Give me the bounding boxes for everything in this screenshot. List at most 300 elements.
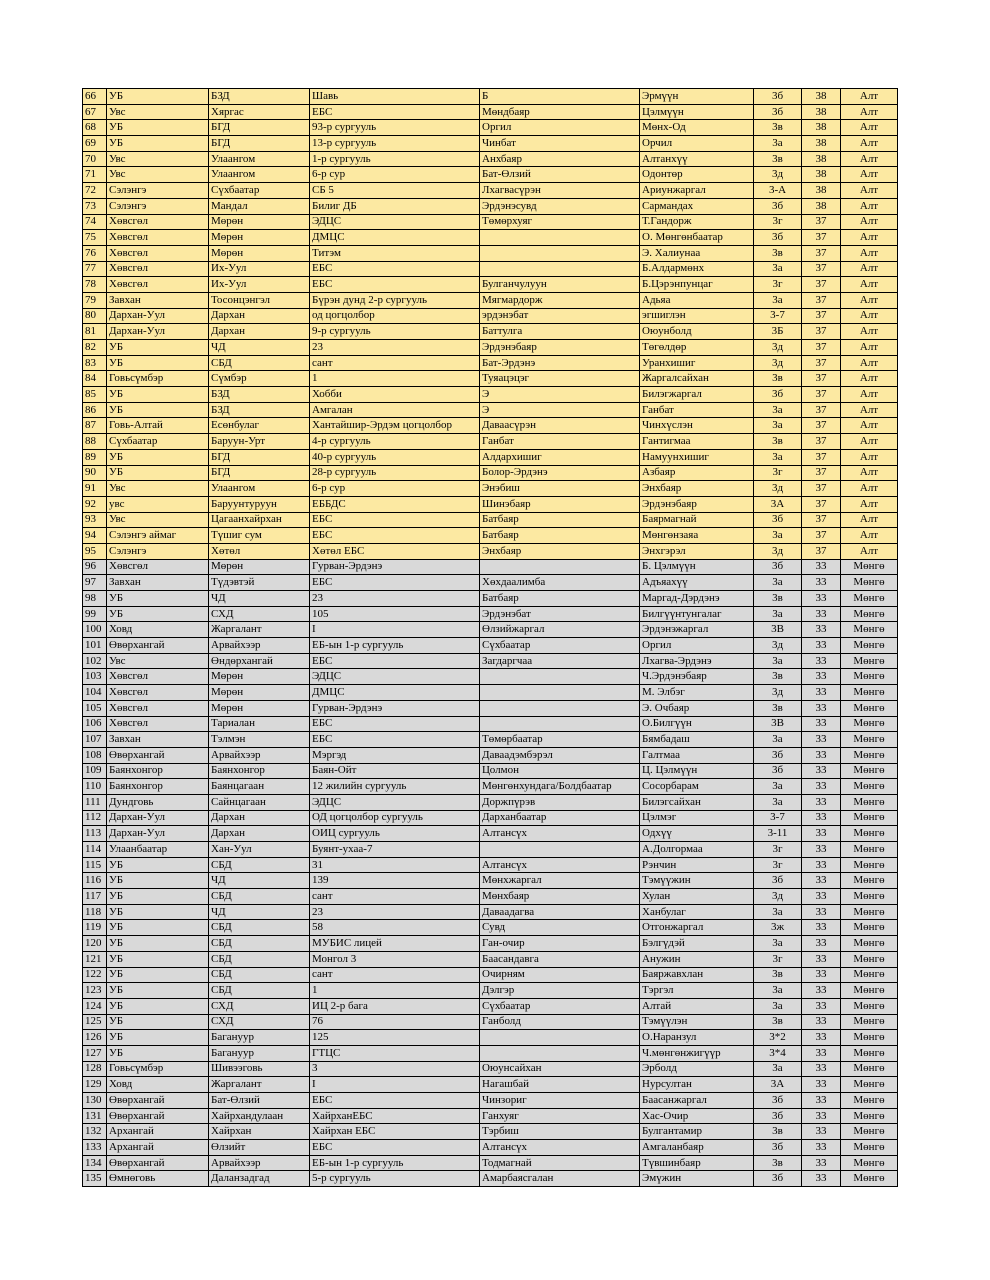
school-cell: 28-р сургууль — [310, 465, 480, 481]
class-cell: 3д — [754, 543, 802, 559]
class-cell: 3а — [754, 292, 802, 308]
district-cell: СБД — [209, 889, 310, 905]
district-cell: Багануур — [209, 1030, 310, 1046]
medal-cell: Мөнгө — [841, 1030, 898, 1046]
table-row — [83, 167, 898, 183]
student-name-cell: Намуунхишиг — [640, 449, 754, 465]
medal-cell: Алт — [841, 261, 898, 277]
district-cell: Тариалан — [209, 716, 310, 732]
medal-cell: Алт — [841, 402, 898, 418]
district-cell: Сайнцагаан — [209, 794, 310, 810]
row-number: 66 — [83, 89, 107, 105]
district-cell: Дархан — [209, 826, 310, 842]
province-cell: УБ — [107, 120, 209, 136]
score-cell: 37 — [802, 402, 841, 418]
province-cell: Сүхбаатар — [107, 434, 209, 450]
table-row — [83, 857, 898, 873]
student-name-cell: Э. Очбаяр — [640, 700, 754, 716]
table-row — [83, 606, 898, 622]
province-cell: Сэлэнгэ — [107, 198, 209, 214]
table-row — [83, 873, 898, 889]
medal-cell: Мөнгө — [841, 857, 898, 873]
school-cell: Хантайшир-Эрдэм цогцолбор — [310, 418, 480, 434]
province-cell: УБ — [107, 873, 209, 889]
teacher-cell — [480, 700, 640, 716]
student-name-cell: Азбаяр — [640, 465, 754, 481]
row-number: 72 — [83, 183, 107, 199]
student-name-cell: Цэлмэг — [640, 810, 754, 826]
district-cell: Тосонцэнгэл — [209, 292, 310, 308]
teacher-cell: Лхагвасүрэн — [480, 183, 640, 199]
student-name-cell: Уранхишиг — [640, 355, 754, 371]
class-cell: 3в — [754, 591, 802, 607]
teacher-cell: Эрдэнэбат — [480, 606, 640, 622]
school-cell: 1-р сургууль — [310, 151, 480, 167]
medal-cell: Мөнгө — [841, 904, 898, 920]
table-row — [83, 638, 898, 654]
district-cell: Баруунтуруун — [209, 496, 310, 512]
student-name-cell: Адьяа — [640, 292, 754, 308]
class-cell: 3г — [754, 857, 802, 873]
student-name-cell: Төгөлдөр — [640, 340, 754, 356]
table-row — [83, 810, 898, 826]
province-cell: Өвөрхангай — [107, 747, 209, 763]
student-name-cell: Мөнгөнзаяа — [640, 528, 754, 544]
table-row — [83, 1093, 898, 1109]
student-name-cell: Б.Цэрэнпунцаг — [640, 277, 754, 293]
score-cell: 33 — [802, 685, 841, 701]
table-row — [83, 371, 898, 387]
class-cell: 3а — [754, 575, 802, 591]
province-cell: Өвөрхангай — [107, 1155, 209, 1171]
medal-cell: Мөнгө — [841, 685, 898, 701]
district-cell: Улаангом — [209, 151, 310, 167]
table-row — [83, 214, 898, 230]
medal-cell: Мөнгө — [841, 1045, 898, 1061]
class-cell: 3а — [754, 983, 802, 999]
teacher-cell: Дарханбаатар — [480, 810, 640, 826]
province-cell: Дундговь — [107, 794, 209, 810]
school-cell: 93-р сургууль — [310, 120, 480, 136]
district-cell: Мөрөн — [209, 669, 310, 685]
teacher-cell: Туяацэцэг — [480, 371, 640, 387]
province-cell: Хөвсгөл — [107, 245, 209, 261]
medal-cell: Мөнгө — [841, 606, 898, 622]
medal-cell: Мөнгө — [841, 591, 898, 607]
district-cell: СБД — [209, 967, 310, 983]
province-cell: УБ — [107, 904, 209, 920]
teacher-cell — [480, 1030, 640, 1046]
row-number: 69 — [83, 136, 107, 152]
school-cell: ДМЦС — [310, 685, 480, 701]
school-cell: ЕБС — [310, 716, 480, 732]
school-cell: ЭДЦС — [310, 794, 480, 810]
medal-cell: Мөнгө — [841, 920, 898, 936]
table-row — [83, 747, 898, 763]
table-row — [83, 1140, 898, 1156]
district-cell: Мөрөн — [209, 685, 310, 701]
teacher-cell: Төмөрбаатар — [480, 732, 640, 748]
district-cell: Дархан — [209, 324, 310, 340]
province-cell: Архангай — [107, 1140, 209, 1156]
score-cell: 37 — [802, 387, 841, 403]
row-number: 86 — [83, 402, 107, 418]
school-cell: Хөтөл ЕБС — [310, 543, 480, 559]
score-cell: 33 — [802, 967, 841, 983]
row-number: 91 — [83, 481, 107, 497]
school-cell: ЕБС — [310, 653, 480, 669]
school-cell: 6-р сур — [310, 481, 480, 497]
district-cell: БГД — [209, 465, 310, 481]
teacher-cell: Мөнхжаргал — [480, 873, 640, 889]
row-number: 109 — [83, 763, 107, 779]
teacher-cell: Ганболд — [480, 1014, 640, 1030]
student-name-cell: Гантигмаа — [640, 434, 754, 450]
student-name-cell: Ханбулаг — [640, 904, 754, 920]
province-cell: УБ — [107, 340, 209, 356]
teacher-cell: Даваасүрэн — [480, 418, 640, 434]
province-cell: Улаанбаатар — [107, 842, 209, 858]
school-cell: 13-р сургууль — [310, 136, 480, 152]
table-row — [83, 1124, 898, 1140]
score-cell: 37 — [802, 465, 841, 481]
teacher-cell: Загдаргчаа — [480, 653, 640, 669]
province-cell: УБ — [107, 1045, 209, 1061]
row-number: 108 — [83, 747, 107, 763]
medal-cell: Алт — [841, 449, 898, 465]
row-number: 115 — [83, 857, 107, 873]
score-cell: 33 — [802, 700, 841, 716]
student-name-cell: Ч.мөнгөнжигүүр — [640, 1045, 754, 1061]
score-cell: 33 — [802, 857, 841, 873]
district-cell: Тэлмэн — [209, 732, 310, 748]
school-cell: 76 — [310, 1014, 480, 1030]
district-cell: Багануур — [209, 1045, 310, 1061]
row-number: 116 — [83, 873, 107, 889]
medal-cell: Мөнгө — [841, 810, 898, 826]
school-cell: Монгол 3 — [310, 951, 480, 967]
teacher-cell: Очирням — [480, 967, 640, 983]
district-cell: СБД — [209, 983, 310, 999]
medal-cell: Алт — [841, 89, 898, 105]
table-row — [83, 559, 898, 575]
score-cell: 38 — [802, 120, 841, 136]
province-cell: Сэлэнгэ — [107, 543, 209, 559]
score-cell: 33 — [802, 591, 841, 607]
student-name-cell: Алтанхүү — [640, 151, 754, 167]
student-name-cell: Тэргэл — [640, 983, 754, 999]
class-cell: 3б — [754, 747, 802, 763]
province-cell: Завхан — [107, 292, 209, 308]
table-row — [83, 1030, 898, 1046]
school-cell: ДМЦС — [310, 230, 480, 246]
score-cell: 33 — [802, 1108, 841, 1124]
table-row — [83, 151, 898, 167]
district-cell: Баянцагаан — [209, 779, 310, 795]
school-cell: ЕБС — [310, 261, 480, 277]
row-number: 113 — [83, 826, 107, 842]
teacher-cell: Анхбаяр — [480, 151, 640, 167]
district-cell: Жаргалант — [209, 622, 310, 638]
student-name-cell: Ганбат — [640, 402, 754, 418]
row-number: 68 — [83, 120, 107, 136]
school-cell: ЕБС — [310, 528, 480, 544]
class-cell: 3д — [754, 355, 802, 371]
score-cell: 33 — [802, 873, 841, 889]
school-cell: СБ 5 — [310, 183, 480, 199]
score-cell: 37 — [802, 418, 841, 434]
province-cell: УБ — [107, 465, 209, 481]
results-table — [82, 88, 898, 1187]
medal-cell: Алт — [841, 151, 898, 167]
district-cell: СБД — [209, 951, 310, 967]
teacher-cell: Дэлгэр — [480, 983, 640, 999]
score-cell: 33 — [802, 1030, 841, 1046]
province-cell: УБ — [107, 606, 209, 622]
school-cell: 40-р сургууль — [310, 449, 480, 465]
teacher-cell: Бат-Өлзий — [480, 167, 640, 183]
school-cell: Титэм — [310, 245, 480, 261]
table-row — [83, 89, 898, 105]
district-cell: БГД — [209, 120, 310, 136]
teacher-cell: Алтансүх — [480, 857, 640, 873]
teacher-cell: Э — [480, 387, 640, 403]
district-cell: СБД — [209, 920, 310, 936]
score-cell: 37 — [802, 214, 841, 230]
district-cell: Сүхбаатар — [209, 183, 310, 199]
student-name-cell: Билэгсайхан — [640, 794, 754, 810]
teacher-cell: Б — [480, 89, 640, 105]
student-name-cell: Бямбадаш — [640, 732, 754, 748]
teacher-cell: Сувд — [480, 920, 640, 936]
table-row — [83, 653, 898, 669]
student-name-cell: Тэмүүжин — [640, 873, 754, 889]
district-cell: Шивээговь — [209, 1061, 310, 1077]
student-name-cell: Оюунболд — [640, 324, 754, 340]
medal-cell: Алт — [841, 324, 898, 340]
row-number: 87 — [83, 418, 107, 434]
score-cell: 33 — [802, 653, 841, 669]
province-cell: Өвөрхангай — [107, 1108, 209, 1124]
student-name-cell: Алтай — [640, 998, 754, 1014]
table-row — [83, 277, 898, 293]
teacher-cell: Бат-Эрдэнэ — [480, 355, 640, 371]
student-name-cell: Одонтөр — [640, 167, 754, 183]
table-row — [83, 261, 898, 277]
table-row — [83, 434, 898, 450]
row-number: 121 — [83, 951, 107, 967]
score-cell: 33 — [802, 1171, 841, 1187]
class-cell: 3а — [754, 732, 802, 748]
teacher-cell — [480, 1045, 640, 1061]
school-cell: ОД цогцолбор сургууль — [310, 810, 480, 826]
school-cell: 4-р сургууль — [310, 434, 480, 450]
district-cell: Түдэвтэй — [209, 575, 310, 591]
medal-cell: Алт — [841, 340, 898, 356]
class-cell: 3-А — [754, 183, 802, 199]
table-row — [83, 465, 898, 481]
medal-cell: Мөнгө — [841, 1140, 898, 1156]
table-row — [83, 449, 898, 465]
class-cell: 3б — [754, 1140, 802, 1156]
row-number: 120 — [83, 936, 107, 952]
table-row — [83, 198, 898, 214]
teacher-cell: Доржпүрэв — [480, 794, 640, 810]
district-cell: Мөрөн — [209, 245, 310, 261]
class-cell: 3б — [754, 763, 802, 779]
school-cell: I — [310, 622, 480, 638]
class-cell: 3б — [754, 1171, 802, 1187]
class-cell: 3ж — [754, 920, 802, 936]
teacher-cell — [480, 261, 640, 277]
table-row — [83, 936, 898, 952]
table-row — [83, 1155, 898, 1171]
student-name-cell: Ариунжаргал — [640, 183, 754, 199]
score-cell: 37 — [802, 261, 841, 277]
school-cell: 6-р сур — [310, 167, 480, 183]
school-cell: ЭДЦС — [310, 669, 480, 685]
class-cell: 3а — [754, 1061, 802, 1077]
teacher-cell: Алдархишиг — [480, 449, 640, 465]
class-cell: 3в — [754, 967, 802, 983]
teacher-cell — [480, 685, 640, 701]
student-name-cell: Жаргалсайхан — [640, 371, 754, 387]
teacher-cell: Алтансүх — [480, 1140, 640, 1156]
school-cell: 5-р сургууль — [310, 1171, 480, 1187]
row-number: 94 — [83, 528, 107, 544]
student-name-cell: Билэгжаргал — [640, 387, 754, 403]
district-cell: Жаргалант — [209, 1077, 310, 1093]
district-cell: Баруун-Урт — [209, 434, 310, 450]
class-cell: 3Б — [754, 324, 802, 340]
student-name-cell: Эмүжин — [640, 1171, 754, 1187]
row-number: 132 — [83, 1124, 107, 1140]
score-cell: 33 — [802, 951, 841, 967]
student-name-cell: М. Элбэг — [640, 685, 754, 701]
province-cell: Ховд — [107, 1077, 209, 1093]
district-cell: БГД — [209, 449, 310, 465]
district-cell: Мөрөн — [209, 230, 310, 246]
row-number: 67 — [83, 104, 107, 120]
row-number: 125 — [83, 1014, 107, 1030]
district-cell: Хан-Уул — [209, 842, 310, 858]
teacher-cell: эрдэнэбат — [480, 308, 640, 324]
row-number: 93 — [83, 512, 107, 528]
class-cell: 3б — [754, 230, 802, 246]
student-name-cell: Т.Гандорж — [640, 214, 754, 230]
medal-cell: Алт — [841, 434, 898, 450]
medal-cell: Алт — [841, 277, 898, 293]
class-cell: 3*2 — [754, 1030, 802, 1046]
medal-cell: Алт — [841, 198, 898, 214]
school-cell: 23 — [310, 340, 480, 356]
class-cell: 3В — [754, 622, 802, 638]
row-number: 101 — [83, 638, 107, 654]
class-cell: 3в — [754, 700, 802, 716]
school-cell: сант — [310, 967, 480, 983]
table-row — [83, 245, 898, 261]
school-cell: Буянт-ухаа-7 — [310, 842, 480, 858]
district-cell: Хайрхандулаан — [209, 1108, 310, 1124]
teacher-cell: Ган-очир — [480, 936, 640, 952]
student-name-cell: Адъяахүү — [640, 575, 754, 591]
school-cell: ХайрханЕБС — [310, 1108, 480, 1124]
class-cell: 3д — [754, 685, 802, 701]
class-cell: 3в — [754, 1014, 802, 1030]
school-cell: ИЦ 2-р бага — [310, 998, 480, 1014]
score-cell: 33 — [802, 606, 841, 622]
student-name-cell: Оргил — [640, 638, 754, 654]
province-cell: Хөвсгөл — [107, 700, 209, 716]
medal-cell: Мөнгө — [841, 967, 898, 983]
class-cell: 3б — [754, 89, 802, 105]
province-cell: УБ — [107, 857, 209, 873]
teacher-cell: Мөндбаяр — [480, 104, 640, 120]
student-name-cell: Энхгэрэл — [640, 543, 754, 559]
student-name-cell: Түвшинбаяр — [640, 1155, 754, 1171]
district-cell: СХД — [209, 1014, 310, 1030]
school-cell: ЕБС — [310, 104, 480, 120]
row-number: 131 — [83, 1108, 107, 1124]
class-cell: 3в — [754, 1124, 802, 1140]
province-cell: Говь-Алтай — [107, 418, 209, 434]
table-row — [83, 685, 898, 701]
class-cell: 3б — [754, 1108, 802, 1124]
row-number: 105 — [83, 700, 107, 716]
score-cell: 33 — [802, 732, 841, 748]
district-cell: Даланзадгад — [209, 1171, 310, 1187]
province-cell: УБ — [107, 402, 209, 418]
class-cell: 3в — [754, 151, 802, 167]
province-cell: Увс — [107, 151, 209, 167]
table-row — [83, 1045, 898, 1061]
score-cell: 33 — [802, 1061, 841, 1077]
district-cell: Дархан — [209, 308, 310, 324]
row-number: 71 — [83, 167, 107, 183]
row-number: 70 — [83, 151, 107, 167]
score-cell: 37 — [802, 245, 841, 261]
school-cell: Билиг ДБ — [310, 198, 480, 214]
medal-cell: Мөнгө — [841, 1155, 898, 1171]
medal-cell: Алт — [841, 528, 898, 544]
medal-cell: Алт — [841, 292, 898, 308]
table-row — [83, 826, 898, 842]
medal-cell: Алт — [841, 230, 898, 246]
school-cell: ЕБС — [310, 575, 480, 591]
school-cell: ЕБС — [310, 732, 480, 748]
medal-cell: Мөнгө — [841, 1171, 898, 1187]
medal-cell: Мөнгө — [841, 1077, 898, 1093]
province-cell: УБ — [107, 591, 209, 607]
province-cell: Баянхонгор — [107, 779, 209, 795]
table-row — [83, 543, 898, 559]
row-number: 97 — [83, 575, 107, 591]
teacher-cell — [480, 230, 640, 246]
teacher-cell: Булганчулуун — [480, 277, 640, 293]
score-cell: 33 — [802, 1045, 841, 1061]
district-cell: Хайрхан — [209, 1124, 310, 1140]
score-cell: 33 — [802, 716, 841, 732]
student-name-cell: Сармандах — [640, 198, 754, 214]
student-name-cell: О. Мөнгөнбаатар — [640, 230, 754, 246]
table-row — [83, 512, 898, 528]
province-cell: Говьсүмбэр — [107, 371, 209, 387]
medal-cell: Мөнгө — [841, 1108, 898, 1124]
district-cell: СБД — [209, 936, 310, 952]
district-cell: СБД — [209, 355, 310, 371]
row-number: 98 — [83, 591, 107, 607]
teacher-cell: Мөнхбаяр — [480, 889, 640, 905]
